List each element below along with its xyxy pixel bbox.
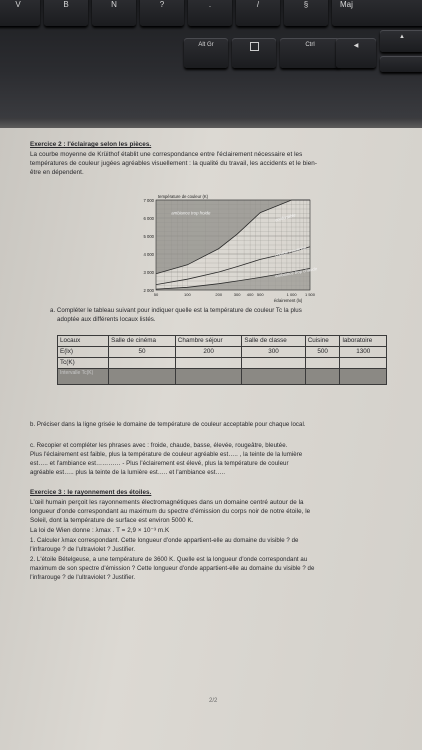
table-header-cell: Salle de classe: [242, 336, 305, 347]
table-cell: [340, 358, 387, 369]
table-row-label: E(lx): [58, 347, 109, 358]
x-tick-label: 100: [184, 292, 191, 297]
key-slash[interactable]: [236, 0, 280, 26]
question-c-line: est….. et l'ambiance est………… - Plus l'éclairement est élevé, plus la température de couleur: [30, 460, 289, 467]
key-altgr[interactable]: [184, 38, 228, 68]
table-cell: [109, 369, 176, 385]
table-header-cell: Cuisine: [305, 336, 340, 347]
exercise-2-text-line: être en dépendent.: [30, 169, 84, 176]
laptop-keyboard: [0, 0, 422, 118]
exercise-3-question-line: 1. Calculer λmax correspondant. Cette longueur d'onde appartient-elle au domaine du visible ? de: [30, 537, 299, 544]
y-tick-label: 2 000: [143, 288, 154, 293]
kruithof-chart: [132, 190, 322, 310]
zone-label: ambiance trop chaude: [274, 266, 318, 279]
x-tick-label: 1 000: [286, 292, 297, 297]
key-question[interactable]: [140, 0, 184, 26]
table-cell: 500: [305, 347, 340, 358]
table-row-intervalle: [58, 369, 387, 385]
key-label: V: [15, 0, 21, 9]
x-tick-label: 500: [256, 292, 264, 297]
x-tick-label: 200: [215, 292, 223, 297]
key-section[interactable]: [284, 0, 328, 26]
table-cell: [175, 369, 242, 385]
table-cell: 1300: [340, 347, 387, 358]
exercise-3-question-line: maximum de son spectre d'émission ? Cette longueur d'onde appartient-elle au domaine du visible ? de: [30, 565, 315, 572]
y-tick-label: 3 000: [143, 270, 154, 275]
key-label: ?: [159, 0, 165, 9]
exercise-3-question-line: l'infrarouge ? de l'ultraviolet ? Justifier.: [30, 574, 136, 581]
table-cell: 300: [242, 347, 305, 358]
key-arrow-up[interactable]: [380, 30, 422, 52]
exercise-2-text-line: La courbe moyenne de Krüithof établit une correspondance entre l'éclairement nécessaire et les: [30, 151, 303, 158]
key-label: .: [208, 0, 212, 9]
wien-law: La loi de Wien donne : λmax . T = 2,9 × 10⁻³ m.K: [30, 527, 170, 534]
key-n[interactable]: [92, 0, 136, 26]
table-cell: 200: [175, 347, 242, 358]
table-row-label: Intervalle Tc(K): [58, 369, 109, 385]
key-menu[interactable]: [232, 38, 276, 68]
question-c-line: c. Recopier et compléter les phrases avec : froide, chaude, basse, élevée, rougeâtre, bleutée.: [30, 442, 288, 449]
zone-label: confortable: [274, 212, 297, 223]
y-tick-label: 5 000: [143, 234, 154, 239]
locaux-table: [57, 335, 387, 385]
question-c-line: agréable est….. plus la teinte de la lumière est….. et l'ambiance est…..: [30, 469, 226, 476]
exercise-3-text-line: Soleil, dont la température de surface est environ 5000 K.: [30, 517, 194, 524]
key-label: Alt Gr: [198, 42, 214, 48]
exercise-3-text-line: longueur d'onde correspondant au maximum du spectre d'émission du corps noir de notre étoile, le: [30, 508, 311, 515]
key-label: /: [256, 0, 260, 9]
x-tick-label: 1 500: [304, 292, 316, 297]
key-v[interactable]: [0, 0, 40, 26]
exercise-2-title: Exercice 2 : l'éclairage selon les pièces.: [30, 141, 152, 148]
key-label: B: [63, 0, 69, 9]
table-header-row: [58, 336, 387, 347]
key-arrow-left[interactable]: [336, 38, 376, 68]
table-cell: [305, 358, 340, 369]
table-cell: [109, 358, 176, 369]
table-cell: [340, 369, 387, 385]
question-b: b. Préciser dans la ligne grisée le domaine de température de couleur acceptable pour chaque local.: [30, 421, 306, 428]
x-axis-label: éclairement (lx): [273, 298, 303, 303]
table-row-eclairement: [58, 347, 387, 358]
exercise-3-question-line: 2. L'étoile Bételgeuse, a une température de 3600 K. Quelle est la longueur d'onde correspondant au: [30, 556, 308, 563]
table-header-cell: laboratoire: [340, 336, 387, 347]
arrow-up-icon: ▲: [399, 34, 405, 40]
table-row-label: Tc(K): [58, 358, 109, 369]
key-label: Ctrl: [305, 42, 315, 48]
x-tick-label: 400: [246, 292, 254, 297]
zone-label: ambiance trop froide: [171, 210, 211, 216]
zone-label: courbe moyenne: [274, 245, 307, 258]
exercise-sheet: [0, 128, 422, 750]
table-cell: [242, 369, 305, 385]
exercise-3-title: Exercice 3 : le rayonnement des étoiles.: [30, 489, 152, 496]
y-tick-label: 4 000: [143, 252, 154, 257]
page-number: 2/2: [209, 698, 218, 704]
arrow-left-icon: ◀: [353, 43, 359, 49]
question-a-line: a. Compléter le tableau suivant pour indiquer quelle est la température de couleur Tc la plus: [50, 307, 302, 314]
y-axis-label: température de couleur (K): [158, 194, 209, 199]
key-ctrl[interactable]: [280, 38, 340, 68]
table-cell: [175, 358, 242, 369]
table-cell: [305, 369, 340, 385]
table-header-cell: Chambre séjour: [175, 336, 242, 347]
key-period[interactable]: [188, 0, 232, 26]
key-label: Maj: [340, 0, 353, 9]
key-label: N: [111, 0, 117, 9]
exercise-3-text-line: L'œil humain perçoit les rayonnements électromagnétiques dans un domaine centré autour de la: [30, 499, 304, 506]
y-tick-label: 7 000: [143, 198, 154, 203]
table-row-temperature: [58, 358, 387, 369]
x-tick-label: 300: [233, 292, 241, 297]
table-cell: [242, 358, 305, 369]
table-header-cell: Locaux: [58, 336, 109, 347]
exercise-2-text-line: températures de couleur jugées agréables visuellement : la qualité du travail, les accidents et le bien-: [30, 160, 317, 167]
exercise-3-question-line: l'infrarouge ? de l'ultraviolet ? Justifier.: [30, 546, 136, 553]
question-c-line: Plus l'éclairement est faible, plus la température de couleur agréable est….. , la teinte de la lumière: [30, 451, 303, 458]
key-shift[interactable]: [332, 0, 422, 26]
menu-icon: [250, 42, 259, 51]
question-a-line: adoptée aux différents locaux listés.: [57, 316, 156, 323]
key-label: §: [303, 0, 309, 9]
y-tick-label: 6 000: [143, 216, 154, 221]
key-arrow-down[interactable]: [380, 56, 422, 72]
x-tick-label: 50: [153, 292, 159, 297]
key-b[interactable]: [44, 0, 88, 26]
table-header-cell: Salle de cinéma: [109, 336, 176, 347]
table-cell: 50: [109, 347, 176, 358]
